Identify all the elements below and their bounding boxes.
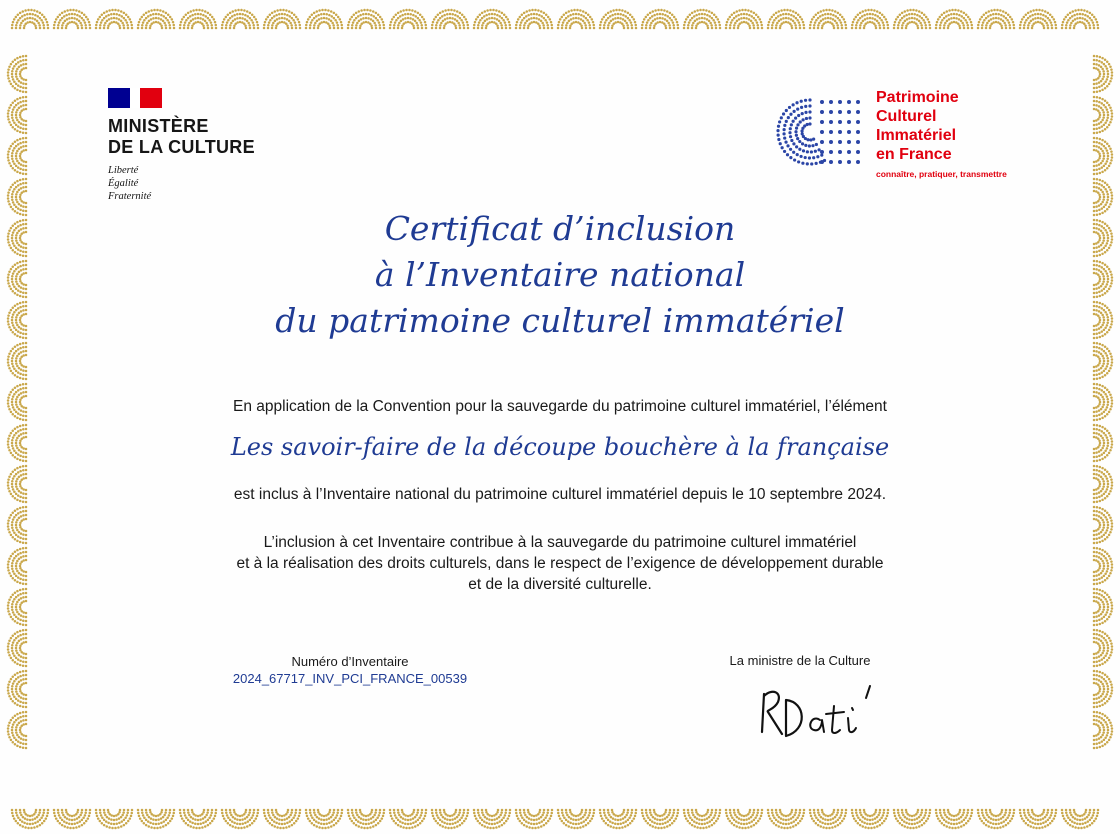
- pci-grid-dot: [838, 140, 842, 144]
- pci-arc-dot: [797, 114, 800, 117]
- pci-arc-dot: [804, 105, 807, 108]
- pci-arc-dot: [788, 131, 791, 134]
- pci-arc-dot: [804, 156, 807, 159]
- ministry-name-line1: MINISTÈRE: [108, 116, 209, 136]
- border-ornament: [7, 137, 27, 176]
- border-ornament: [7, 342, 27, 381]
- inventory-number: 2024_67717_INV_PCI_FRANCE_00539: [232, 671, 468, 686]
- border-ornament: [53, 9, 92, 29]
- pci-arc-dot: [804, 111, 807, 114]
- pci-arc-dot: [808, 144, 811, 147]
- pci-arc-dot: [776, 129, 779, 132]
- border-ornament: [725, 9, 764, 29]
- border-ornament: [641, 9, 680, 29]
- border-ornament: [515, 9, 554, 29]
- pci-arc-dot: [790, 139, 793, 142]
- border-ornament: [1019, 9, 1058, 29]
- pci-arc-dot: [800, 106, 803, 109]
- border-ornament: [389, 9, 428, 29]
- pci-arc-dot: [783, 150, 786, 153]
- border-ornament: [893, 809, 932, 829]
- pci-grid-dot: [856, 110, 860, 114]
- border-ornament: [263, 9, 302, 29]
- pci-grid-dot: [829, 150, 833, 154]
- pci-arc-dot: [778, 120, 781, 123]
- border-ornament: [473, 809, 512, 829]
- pci-grid-dot: [838, 120, 842, 124]
- border-ornament: [95, 9, 134, 29]
- pci-grid-dot: [847, 100, 851, 104]
- pci-arc-dot: [801, 118, 804, 121]
- marianne-flag-icon: [108, 88, 162, 108]
- minister-label: La ministre de la Culture: [729, 653, 871, 668]
- pci-arc-dot: [799, 155, 802, 158]
- border-ornament: [7, 55, 27, 94]
- pci-arc-dot: [789, 156, 792, 159]
- pci-arc-dot: [808, 116, 811, 119]
- border-ornament: [557, 9, 596, 29]
- border-ornament: [641, 809, 680, 829]
- border-ornament: [557, 809, 596, 829]
- border-ornament: [1093, 137, 1113, 176]
- pci-france-logo: [770, 88, 1030, 188]
- border-ornament: [347, 809, 386, 829]
- pci-grid-dot: [856, 150, 860, 154]
- pci-arc-dot: [792, 103, 795, 106]
- border-ornament: [809, 809, 848, 829]
- pci-arc-dot: [801, 112, 804, 115]
- element-name: Les savoir-faire de la découpe bouchère à la française: [230, 433, 890, 461]
- title-line-2: à l’Inventaire national: [374, 255, 746, 294]
- border-ornament: [851, 9, 890, 29]
- paragraph-line-2: et à la réalisation des droits culturels, dans le respect de l’exigence de développement durable: [236, 555, 884, 572]
- pci-arc-dot: [779, 142, 782, 145]
- pci-arc-dot: [815, 143, 818, 146]
- motto-fraternite: Fraternité: [108, 191, 152, 202]
- contribution-paragraph: [0, 532, 1120, 595]
- republic-motto: [108, 164, 308, 203]
- border-ornament: [95, 809, 134, 829]
- pci-arc-dot: [784, 141, 787, 144]
- pci-grid-dot: [847, 160, 851, 164]
- border-ornament: [221, 809, 260, 829]
- motto-egalite: Égalité: [108, 178, 139, 189]
- ministry-name-line2: DE LA CULTURE: [108, 137, 255, 157]
- pci-arc-dot: [795, 145, 798, 148]
- border-ornament: [473, 9, 512, 29]
- border-ornament: [851, 809, 890, 829]
- pci-arc-dot: [794, 130, 797, 133]
- pci-logo-text: [876, 88, 1007, 179]
- pci-arc-dot: [777, 125, 780, 128]
- border-ornament: [431, 809, 470, 829]
- border-ornament: [809, 9, 848, 29]
- pci-arc-dot: [777, 133, 780, 136]
- pci-arc-dot: [800, 129, 803, 132]
- ministry-of-culture-logo: [108, 88, 308, 203]
- motto-liberte: Liberté: [108, 165, 139, 176]
- paragraph-line-3: et de la diversité culturelle.: [468, 576, 652, 593]
- pci-grid-dot: [838, 110, 842, 114]
- border-ornament: [515, 809, 554, 829]
- pci-arc-dot: [801, 162, 804, 165]
- pci-arc-dot: [806, 150, 809, 153]
- pci-arc-dot: [801, 127, 804, 130]
- pci-arc-dot: [795, 134, 798, 137]
- pci-arc-dot: [808, 156, 811, 159]
- title-line-1: Certificat d’inclusion: [384, 209, 736, 248]
- minister-signature: [752, 680, 892, 744]
- pci-arc-dot: [787, 116, 790, 119]
- pci-arc-dot: [780, 116, 783, 119]
- pci-arc-dot: [800, 100, 803, 103]
- border-ornament: [1093, 342, 1113, 381]
- border-ornament: [935, 809, 974, 829]
- pci-grid-dot: [847, 130, 851, 134]
- border-ornament: [431, 9, 470, 29]
- pci-grid-dot: [829, 130, 833, 134]
- pci-dotted-arc-icon: [770, 92, 870, 172]
- pci-grid-dot: [820, 100, 824, 104]
- pci-grid-dot: [829, 100, 833, 104]
- pci-arc-dot: [815, 162, 818, 165]
- pci-arc-dot: [817, 148, 820, 151]
- pci-arc-dot: [808, 122, 811, 125]
- pci-arc-dot: [782, 132, 785, 135]
- pci-arc-dot: [810, 162, 813, 165]
- border-ornament: [935, 9, 974, 29]
- pci-arc-dot: [808, 104, 811, 107]
- pci-grid-dot: [820, 140, 824, 144]
- pci-grid-dot: [829, 160, 833, 164]
- pci-grid-dot: [838, 160, 842, 164]
- pci-grid-dot: [838, 150, 842, 154]
- pci-arc-dot: [795, 127, 798, 130]
- pci-grid-dot: [856, 140, 860, 144]
- border-ornament: [1061, 9, 1100, 29]
- pci-arc-dot: [789, 148, 792, 151]
- pci-arc-dot: [798, 148, 801, 151]
- pci-arc-dot: [783, 128, 786, 131]
- border-ornament: [683, 9, 722, 29]
- border-ornament: [53, 809, 92, 829]
- pci-grid-dot: [856, 120, 860, 124]
- pci-arc-dot: [801, 142, 804, 145]
- border-ornament: [137, 809, 176, 829]
- border-ornament: [893, 9, 932, 29]
- pci-arc-dot: [796, 123, 799, 126]
- border-ornament: [599, 9, 638, 29]
- pci-arc-dot: [782, 112, 785, 115]
- pci-arc-dot: [783, 124, 786, 127]
- border-ornament: [389, 809, 428, 829]
- pci-arc-dot: [804, 144, 807, 147]
- pci-arc-dot: [777, 138, 780, 141]
- border-ornament: [347, 9, 386, 29]
- pci-grid-dot: [856, 160, 860, 164]
- pci-grid-dot: [820, 130, 824, 134]
- pci-arc-dot: [808, 110, 811, 113]
- pci-grid-dot: [829, 140, 833, 144]
- border-ornament: [179, 9, 218, 29]
- pci-arc-dot: [810, 150, 813, 153]
- border-ornament: [977, 9, 1016, 29]
- pci-arc-dot: [811, 144, 814, 147]
- pci-arc-dot: [808, 98, 811, 101]
- border-ornament: [1093, 96, 1113, 135]
- pci-arc-dot: [788, 106, 791, 109]
- pci-grid-dot: [820, 160, 824, 164]
- pci-grid-dot: [847, 110, 851, 114]
- pci-grid-dot: [838, 100, 842, 104]
- pci-grid-dot: [829, 110, 833, 114]
- pci-grid-dot: [847, 120, 851, 124]
- pci-arc-dot: [781, 146, 784, 149]
- border-ornament: [137, 9, 176, 29]
- pci-arc-dot: [814, 150, 817, 153]
- pci-arc-dot: [786, 144, 789, 147]
- border-ornament: [263, 809, 302, 829]
- pci-arc-dot: [806, 162, 809, 165]
- inclusion-statement: est inclus à l’Inventaire national du patrimoine culturel immatériel depuis le 10 septembre 2024.: [233, 486, 887, 503]
- pci-grid-dot: [820, 150, 824, 154]
- border-ornament: [725, 809, 764, 829]
- border-ornament: [977, 809, 1016, 829]
- border-ornament: [767, 9, 806, 29]
- pci-line-patrimoine: Patrimoine: [876, 89, 959, 106]
- pci-line-culturel: Culturel: [876, 108, 937, 125]
- pci-arc-dot: [799, 120, 802, 123]
- pci-arc-dot: [789, 135, 792, 138]
- pci-arc-dot: [793, 110, 796, 113]
- pci-arc-dot: [804, 99, 807, 102]
- border-ornament: [11, 809, 50, 829]
- pci-arc-dot: [790, 123, 793, 126]
- pci-arc-dot: [792, 142, 795, 145]
- pci-arc-dot: [793, 158, 796, 161]
- border-ornament: [7, 711, 27, 750]
- border-ornament: [683, 809, 722, 829]
- pci-arc-dot: [798, 140, 801, 143]
- pci-grid-dot: [838, 130, 842, 134]
- pci-arc-dot: [796, 107, 799, 110]
- pci-arc-dot: [789, 113, 792, 116]
- pci-tagline: connaître, pratiquer, transmettre: [876, 169, 1007, 179]
- pci-grid-dot: [829, 120, 833, 124]
- pci-arc-dot: [812, 138, 815, 141]
- border-ornament: [7, 670, 27, 709]
- pci-grid-dot: [820, 120, 824, 124]
- inventory-number-label: Numéro d’Inventaire: [291, 654, 409, 669]
- pci-arc-dot: [792, 151, 795, 154]
- pci-arc-dot: [812, 156, 815, 159]
- border-ornament: [1093, 711, 1113, 750]
- pci-line-immateriel: Immatériel: [876, 127, 957, 144]
- border-ornament: [1019, 809, 1058, 829]
- pci-arc-dot: [797, 160, 800, 163]
- border-ornament: [11, 9, 50, 29]
- intro-text: En application de la Convention pour la sauvegarde du patrimoine culturel immatériel, l’élément: [233, 398, 887, 415]
- pci-arc-dot: [795, 101, 798, 104]
- border-ornament: [305, 809, 344, 829]
- certificate-title: [0, 206, 1120, 344]
- border-ornament: [221, 9, 260, 29]
- pci-line-en-france: en France: [876, 146, 952, 163]
- pci-arc-dot: [785, 120, 788, 123]
- border-ornament: [1093, 670, 1113, 709]
- pci-grid-dot: [856, 100, 860, 104]
- border-ornament: [7, 96, 27, 135]
- pci-arc-dot: [794, 117, 797, 120]
- pci-arc-dot: [816, 155, 819, 158]
- pci-arc-dot: [785, 109, 788, 112]
- pci-grid-dot: [820, 110, 824, 114]
- border-ornament: [1093, 629, 1113, 668]
- paragraph-line-1: L’inclusion à cet Inventaire contribue à la sauvegarde du patrimoine culturel immatériel: [263, 534, 857, 551]
- pci-arc-dot: [809, 138, 812, 141]
- pci-arc-dot: [786, 153, 789, 156]
- pci-arc-dot: [796, 153, 799, 156]
- pci-arc-dot: [802, 149, 805, 152]
- border-ornament: [767, 809, 806, 829]
- pci-arc-dot: [820, 154, 823, 157]
- pci-grid-dot: [856, 130, 860, 134]
- title-line-3: du patrimoine culturel immatériel: [275, 301, 845, 340]
- pci-grid-dot: [847, 140, 851, 144]
- pci-grid-dot: [847, 150, 851, 154]
- border-ornament: [1061, 809, 1100, 829]
- border-ornament: [305, 9, 344, 29]
- pci-arc-dot: [783, 136, 786, 139]
- border-ornament: [7, 629, 27, 668]
- border-ornament: [599, 809, 638, 829]
- border-ornament: [179, 809, 218, 829]
- pci-arc-dot: [796, 137, 799, 140]
- pci-arc-dot: [806, 138, 809, 141]
- pci-arc-dot: [789, 127, 792, 130]
- border-ornament: [1093, 55, 1113, 94]
- pci-arc-dot: [805, 117, 808, 120]
- pci-arc-dot: [792, 120, 795, 123]
